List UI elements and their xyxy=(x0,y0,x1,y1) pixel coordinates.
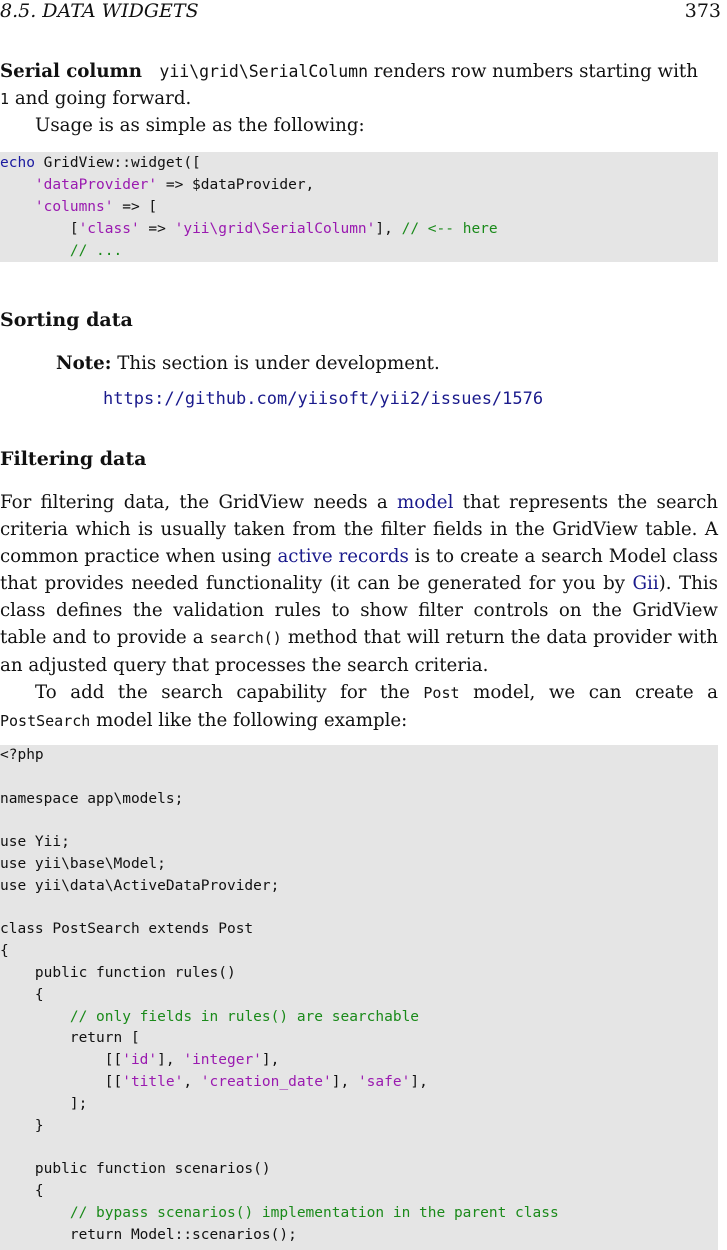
code-line: { xyxy=(0,943,9,960)
body-text: model, we can create a xyxy=(459,682,718,703)
issue-url-link[interactable]: https://github.com/yiisoft/yii2/issues/1576 xyxy=(103,389,544,409)
code-indent xyxy=(0,1009,70,1025)
body-text: model like the following example: xyxy=(90,710,408,731)
code-line: { xyxy=(0,1182,44,1199)
code-line: ], xyxy=(331,1073,358,1090)
code-line: public function scenarios() xyxy=(0,1161,271,1178)
code-line: use yii\data\ActiveDataProvider; xyxy=(0,877,280,894)
code-string: 'dataProvider' xyxy=(34,177,158,193)
filtering-paragraph xyxy=(0,489,718,679)
model-link[interactable]: model xyxy=(396,492,454,513)
code-line: ], xyxy=(157,1052,184,1069)
serial-column-label: Serial column xyxy=(0,61,143,82)
body-text: ). This class defines the validation rules to show filter controls on the GridView table and to provide a xyxy=(0,573,718,648)
code-comment: // bypass scenarios() implementation in the parent class xyxy=(69,1204,559,1221)
code-line: } xyxy=(0,1117,44,1134)
code-line: ]; xyxy=(0,1095,88,1112)
post-model-code: Post xyxy=(423,684,460,702)
note-paragraph xyxy=(56,350,718,377)
code-line: return Model::scenarios(); xyxy=(0,1226,297,1243)
page-header xyxy=(0,0,721,22)
code-string: 'title' xyxy=(122,1073,184,1090)
code-line: use Yii; xyxy=(0,834,70,851)
page-number: 373 xyxy=(684,0,721,22)
code-line: [[ xyxy=(0,1073,123,1090)
section-title: 8.5. DATA WIDGETS xyxy=(0,0,199,22)
code-line: class PostSearch extends Post xyxy=(0,921,254,938)
code-indent xyxy=(0,243,70,259)
serial-column-paragraph xyxy=(0,58,718,113)
code-string: 'columns' xyxy=(34,199,114,215)
code-string: 'integer' xyxy=(183,1052,262,1069)
body-text: is to create a search Model class that provides needed functionality (it can be generated for you by xyxy=(0,546,718,594)
code-string: 'id' xyxy=(122,1052,158,1069)
serial-line2-code: 1 xyxy=(0,90,10,108)
code-indent xyxy=(0,177,35,193)
code-line: { xyxy=(0,986,44,1003)
code-line: namespace app\models; xyxy=(0,790,184,807)
active-records-link[interactable]: active records xyxy=(277,546,409,567)
serial-column-class: yii\grid\SerialColumn xyxy=(159,62,369,81)
serial-line1-text: renders row numbers starting with xyxy=(368,61,698,82)
code-line: GridView::widget([ xyxy=(34,155,201,171)
code-block-postsearch xyxy=(0,745,718,1250)
code-line: use yii\base\Model; xyxy=(0,855,166,872)
body-text: To add the search capability for the xyxy=(35,682,424,703)
code-line: => xyxy=(139,221,175,237)
code-line: => $dataProvider, xyxy=(157,177,315,193)
body-text: For filtering data, the GridView needs a xyxy=(0,492,397,513)
code-comment: // <-- here xyxy=(401,221,498,237)
code-string: 'safe' xyxy=(357,1073,411,1090)
gii-link[interactable]: Gii xyxy=(632,573,659,594)
code-line: return [ xyxy=(0,1030,140,1047)
postsearch-code: PostSearch xyxy=(0,712,91,730)
code-indent xyxy=(0,1205,70,1221)
postsearch-paragraph xyxy=(0,679,718,735)
search-method-code: search() xyxy=(209,629,282,647)
code-comment: // ... xyxy=(69,243,123,259)
code-comment: // only fields in rules() are searchable xyxy=(69,1008,420,1025)
body-text: that represents the search criteria which is usually taken from the filter fields in the GridView table. A common practice when using xyxy=(0,492,718,567)
serial-line2-text: and going forward. xyxy=(9,88,192,109)
code-keyword: echo xyxy=(0,155,35,171)
code-string: 'creation_date' xyxy=(200,1073,332,1090)
usage-text: Usage is as simple as the following: xyxy=(35,115,365,136)
code-indent: [ xyxy=(0,221,79,237)
note-text: This section is under development. xyxy=(111,353,440,374)
code-line: ], xyxy=(261,1052,280,1069)
sorting-heading: Sorting data xyxy=(0,309,133,331)
filtering-heading: Filtering data xyxy=(0,448,147,470)
code-line: ], xyxy=(375,221,402,237)
note-label: Note: xyxy=(56,353,112,374)
code-string: 'yii\grid\SerialColumn' xyxy=(174,221,376,237)
code-line: public function rules() xyxy=(0,964,236,981)
body-text: method that will return the data provider with an adjusted query that processes the search criteria. xyxy=(0,627,718,676)
code-line: [[ xyxy=(0,1052,123,1069)
code-string: 'class' xyxy=(78,221,140,237)
code-line: => [ xyxy=(113,199,158,215)
code-line: , xyxy=(183,1073,201,1090)
code-line: ], xyxy=(410,1073,428,1090)
code-block-serial xyxy=(0,152,718,262)
code-line: <?php xyxy=(0,747,44,763)
code-indent xyxy=(0,199,35,215)
